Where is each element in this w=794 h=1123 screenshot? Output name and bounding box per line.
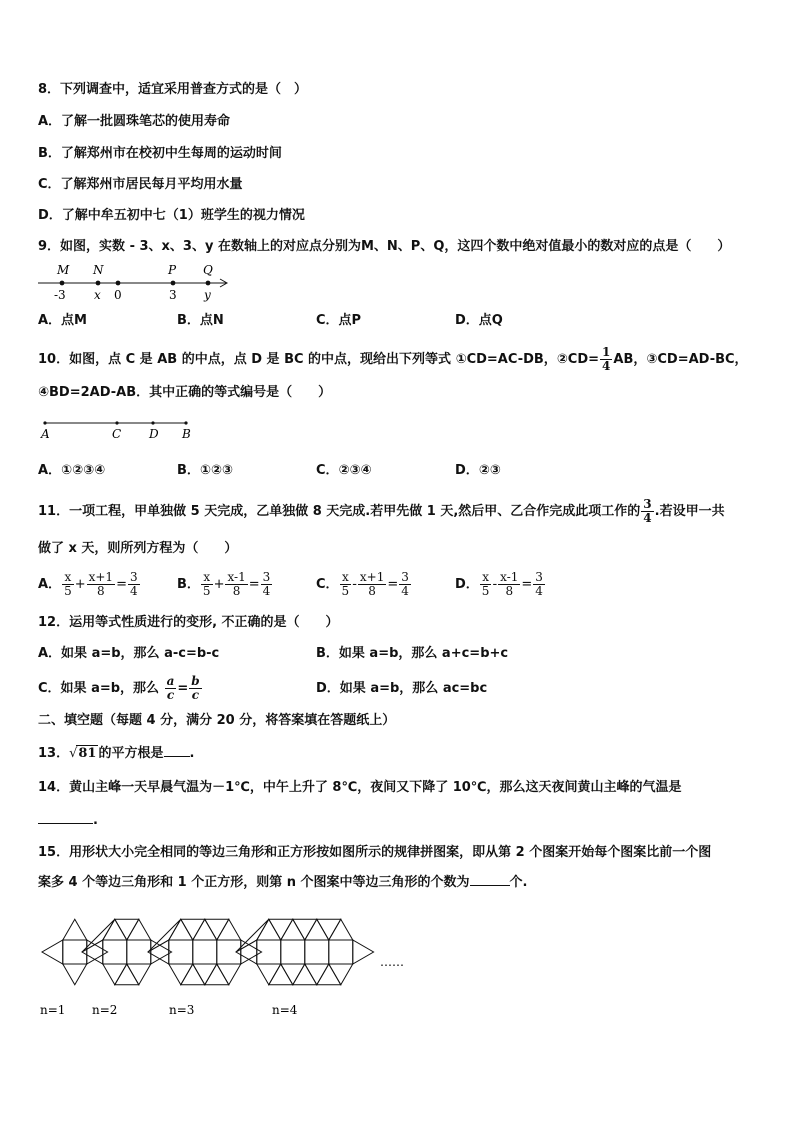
tick-x: x <box>94 288 101 302</box>
pattern-triangle <box>293 964 317 985</box>
q11-frac-rhs <box>533 571 545 598</box>
point-zero-dot <box>116 281 121 286</box>
q15-line2 <box>38 875 527 891</box>
q11-fraction <box>641 498 653 525</box>
pattern-square <box>257 940 281 964</box>
q11-frac-2 <box>225 571 247 598</box>
q13-suffix: 的平方根是 <box>98 746 164 761</box>
pattern-triangle <box>353 940 374 964</box>
q11-option-c <box>316 566 412 604</box>
pattern-triangle <box>205 964 229 985</box>
pattern-triangle <box>169 964 193 985</box>
pattern-triangle <box>63 919 87 940</box>
q11-option-d <box>455 566 546 604</box>
q12-c-n2: b <box>191 674 200 688</box>
pattern-triangle <box>103 964 127 985</box>
label-n3: n=3 <box>169 1003 195 1017</box>
q13-end: . <box>189 746 195 761</box>
label-q: Q <box>203 263 213 277</box>
pattern-triangle <box>169 919 193 940</box>
q12-c-prefix: C．如果 a=b，那么 <box>38 681 160 696</box>
q10-stem-line2: ④BD=2AD-AB．其中正确的等式编号是（ ） <box>38 385 332 400</box>
q15-answer-blank[interactable] <box>470 885 510 886</box>
q15-line1: 15．用形状大小完全相同的等边三角形和正方形按如图所示的规律拼图案，即从第 2 个图案开始每个图案比前一个图 <box>38 845 712 860</box>
q9-option-b: B．点N <box>177 313 224 328</box>
q11-n1: x <box>340 571 352 585</box>
pattern-triangle <box>42 940 63 964</box>
q11-equals: = <box>521 577 533 592</box>
q10-segment-figure <box>36 414 206 444</box>
pattern-triangle <box>269 919 293 940</box>
q11-d1: 5 <box>202 584 211 598</box>
q11-d2: 8 <box>505 584 514 598</box>
point-a-dot <box>43 421 46 424</box>
q11-d1: 5 <box>341 584 350 598</box>
point-q-dot <box>206 281 211 286</box>
q11-rn: 3 <box>401 570 409 584</box>
label-c: C <box>112 427 122 441</box>
pattern-triangle <box>317 964 341 985</box>
q11-frac-2 <box>87 571 115 598</box>
q9-number-line <box>36 260 236 306</box>
q11-rd: 4 <box>401 584 409 598</box>
q14-answer-blank[interactable] <box>38 823 93 824</box>
point-p-dot <box>171 281 176 286</box>
pattern-ellipsis: …… <box>380 955 404 969</box>
q9-stem: 9．如图，实数 - 3、x、3、y 在数轴上的对应点分别为M、N、P、Q，这四个数中绝对值最小的数对应的点是（ ） <box>38 239 731 254</box>
q11-stem-text: 11．一项工程，甲单独做 5 天完成，乙单独做 8 天完成.若甲先做 1 天,然后甲、乙合作完成此项工作的 <box>38 504 641 519</box>
q11-rn: 3 <box>129 570 138 584</box>
pattern-triangle <box>127 919 151 940</box>
q10-option-c: C．②③④ <box>316 463 372 478</box>
q15-line2-text: 案多 4 个等边三角形和 1 个正方形，则第 n 个图案中等边三角形的个数为 <box>38 875 470 890</box>
q11-frac-2 <box>498 571 520 598</box>
q11-operator: + <box>74 577 86 592</box>
q11-d1: 5 <box>64 584 72 598</box>
label-n1: n=1 <box>40 1003 66 1017</box>
q11-operator: + <box>213 577 225 592</box>
tick-y: y <box>204 288 211 302</box>
q10-option-a: A．①②③④ <box>38 463 106 478</box>
q8-option-a: A．了解一批圆珠笔芯的使用寿命 <box>38 114 231 129</box>
q8-option-b: B．了解郑州市在校初中生每周的运动时间 <box>38 146 282 161</box>
q10-option-b: B．①②③ <box>177 463 233 478</box>
pattern-triangle <box>293 919 317 940</box>
q11-n2: x-1 <box>227 570 246 584</box>
pattern-triangle <box>317 919 341 940</box>
q11-rn: 3 <box>535 570 543 584</box>
q10-option-d: D．②③ <box>455 463 501 478</box>
q11-rn: 3 <box>262 570 271 584</box>
q14-line2 <box>38 813 98 829</box>
q12-option-a: A．如果 a=b，那么 a-c=b-c <box>38 646 220 661</box>
pattern-triangle <box>305 964 329 985</box>
q11-frac-rhs <box>128 571 140 598</box>
q11-equals: = <box>387 577 399 592</box>
label-d: D <box>149 427 159 441</box>
q10-frac-den: 4 <box>602 359 611 373</box>
q11-frac-num: 3 <box>643 497 652 511</box>
q11-d2: 8 <box>368 584 376 598</box>
point-c-dot <box>115 421 118 424</box>
q15-end: 个. <box>509 875 528 890</box>
pattern-triangle <box>329 964 353 985</box>
q11-frac-rhs <box>399 571 411 598</box>
q8-stem: 8．下列调查中，适宜采用普查方式的是（ ） <box>38 82 308 97</box>
pattern-square <box>217 940 241 964</box>
pattern-square <box>103 940 127 964</box>
pattern-triangle <box>257 964 281 985</box>
q12-c-n1: a <box>166 674 175 688</box>
q11-rd: 4 <box>129 584 138 598</box>
label-n2: n=2 <box>92 1003 118 1017</box>
q11-n1: x <box>201 571 213 585</box>
q11-stem-tail: .若设甲一共 <box>654 504 725 519</box>
q10-stem-text: 10．如图，点 C 是 AB 的中点，点 D 是 BC 的中点，现给出下列等式 ①CD=AC-DB，②CD= <box>38 352 600 367</box>
label-a: A <box>41 427 50 441</box>
q11-opt-label: C． <box>316 577 339 592</box>
label-n4: n=4 <box>272 1003 298 1017</box>
pattern-square <box>305 940 329 964</box>
q11-frac-1 <box>480 571 492 598</box>
q12-option-c: C．如果 a=b，那么 $\frac{a}{c}$ = $\frac{b}{c}$ <box>38 674 200 702</box>
q11-equals: = <box>248 577 260 592</box>
pattern-triangle <box>181 919 205 940</box>
pattern-triangle <box>103 919 127 940</box>
q12-option-b: B．如果 a=b，那么 a+c=b+c <box>316 646 509 661</box>
q12-stem: 12．运用等式性质进行的变形, 不正确的是（ ） <box>38 615 339 630</box>
q11-d1: 5 <box>481 584 490 598</box>
q11-n2: x+1 <box>359 570 385 584</box>
tick-0: 0 <box>114 288 122 302</box>
q12-option-d: D．如果 a=b，那么 ac=bc <box>316 681 488 696</box>
q11-operator: - <box>352 577 357 592</box>
q11-opt-label: B． <box>177 577 200 592</box>
pattern-square <box>329 940 353 964</box>
q8-option-c: C．了解郑州市居民每月平均用水量 <box>38 177 243 192</box>
pattern-triangle <box>217 964 241 985</box>
tick-3: 3 <box>169 288 177 302</box>
pattern-square <box>63 940 87 964</box>
q11-frac-1 <box>201 571 213 598</box>
q11-n1: x <box>62 571 74 585</box>
q11-stem-line2: 做了 x 天，则所列方程为（ ） <box>38 541 238 556</box>
q11-frac-1 <box>62 571 74 598</box>
q11-d2: 8 <box>232 584 241 598</box>
q12-c-d2: c <box>191 688 200 702</box>
q11-rd: 4 <box>262 584 271 598</box>
q10-stem-tail: AB，③CD=AD-BC， <box>613 352 748 367</box>
pattern-triangle <box>205 919 229 940</box>
q8-option-d: D．了解中牟五初中七（1）班学生的视力情况 <box>38 208 305 223</box>
q11-frac-rhs <box>261 571 273 598</box>
pattern-triangle <box>269 964 293 985</box>
pattern-triangle <box>281 964 305 985</box>
q11-frac-1 <box>340 571 352 598</box>
pattern-triangle <box>281 919 305 940</box>
label-p: P <box>168 263 177 277</box>
point-d-dot <box>151 421 154 424</box>
q10-frac-num: 1 <box>602 345 611 359</box>
section-heading: 二、填空题（每题 4 分，满分 20 分，将答案填在答题纸上） <box>38 713 396 728</box>
q12-c-frac-left <box>165 675 177 702</box>
q12-c-frac-right <box>189 675 201 702</box>
pattern-triangle <box>115 919 139 940</box>
pattern-triangle <box>305 919 329 940</box>
q9-option-d: D．点Q <box>455 313 503 328</box>
label-b: B <box>182 427 191 441</box>
pattern-triangle <box>193 919 217 940</box>
label-n: N <box>93 263 104 277</box>
point-n-dot <box>96 281 101 286</box>
q15-pattern-figure <box>36 900 416 1025</box>
q11-n2: x+1 <box>88 570 114 584</box>
q11-stem-line1 <box>38 497 725 527</box>
q11-option-b <box>177 566 273 604</box>
tick-neg3: -3 <box>54 288 66 302</box>
q11-equals: = <box>116 577 127 592</box>
label-m: M <box>57 263 70 277</box>
q13-radicand: 81 <box>78 746 97 761</box>
pattern-triangle <box>181 964 205 985</box>
point-m-dot <box>60 281 65 286</box>
pattern-triangle <box>127 964 151 985</box>
q11-opt-label: D． <box>455 577 479 592</box>
q11-n2: x-1 <box>500 570 519 584</box>
pattern-triangle <box>217 919 241 940</box>
q11-rd: 4 <box>535 584 543 598</box>
q12-c-d1: c <box>166 688 175 702</box>
q9-option-c: C．点P <box>316 313 362 328</box>
q14-end: . <box>93 813 98 828</box>
pattern-triangle <box>193 964 217 985</box>
q11-d2: 8 <box>97 584 105 598</box>
q13-answer-blank[interactable] <box>164 756 190 757</box>
pattern-triangle <box>257 919 281 940</box>
q14-line1: 14．黄山主峰一天早晨气温为－1℃，中午上升了 8℃，夜间又下降了 10℃，那么这天夜间黄山主峰的气温是 <box>38 780 682 795</box>
pattern-square <box>193 940 217 964</box>
q11-operator: - <box>492 577 498 592</box>
pattern-triangle <box>329 919 353 940</box>
pattern-triangle <box>115 964 139 985</box>
pattern-triangle <box>148 919 181 952</box>
pattern-square <box>281 940 305 964</box>
q10-stem-line1 <box>38 345 748 375</box>
q11-option-a <box>38 566 141 604</box>
point-b-dot <box>184 421 187 424</box>
q11-frac-2 <box>358 571 386 598</box>
q13-prefix: 13． <box>38 746 70 761</box>
q11-n1: x <box>480 571 492 585</box>
q10-fraction <box>600 346 612 373</box>
q9-option-a: A．点M <box>38 313 87 328</box>
q11-frac-den: 4 <box>643 511 652 525</box>
q11-opt-label: A． <box>38 577 62 592</box>
pattern-triangle <box>63 964 87 985</box>
q13-line: 13．√81 的平方根是 . <box>38 746 195 761</box>
